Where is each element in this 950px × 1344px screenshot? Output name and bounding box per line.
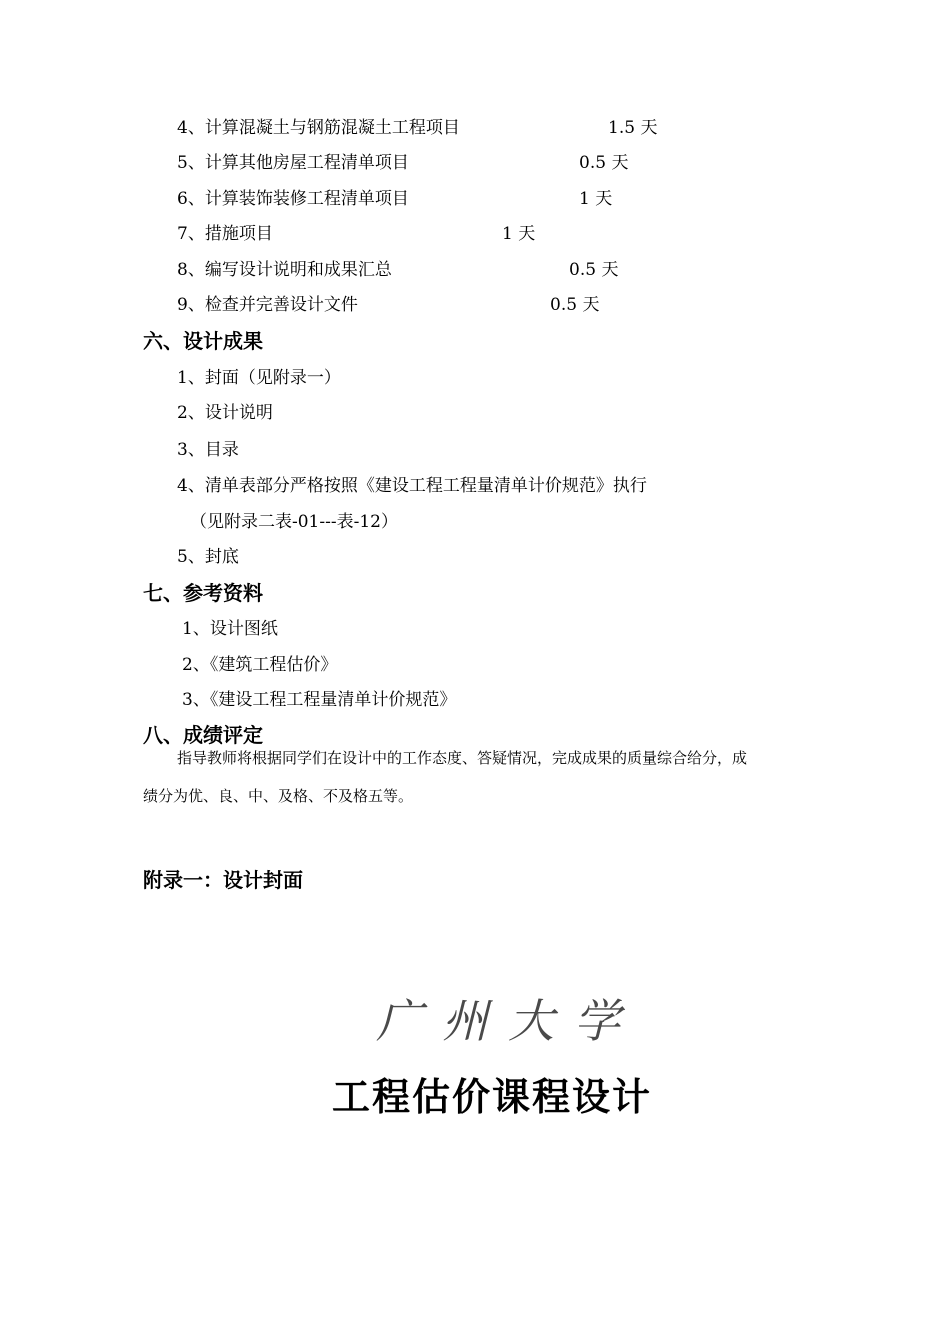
grading-paragraph-line1: 指导教师将根据同学们在设计中的工作态度、答疑情况，完成成果的质量综合给分，成	[177, 749, 748, 767]
schedule-label-8: 8、编写设计说明和成果汇总	[177, 260, 392, 280]
schedule-days-9: 0.5 天	[550, 295, 600, 315]
schedule-label-9: 9、检查并完善设计文件	[177, 295, 358, 315]
results-item-toc: 3、目录	[177, 440, 239, 460]
cover-course-title: 工程估价课程设计	[332, 1075, 653, 1119]
reference-item-pricing-code: 3、《建设工程工程量清单计价规范》	[182, 690, 457, 710]
section-heading-references: 七、参考资料	[143, 581, 263, 605]
schedule-days-8: 0.5 天	[569, 260, 619, 280]
results-item-bill-tables: 4、清单表部分严格按照《建设工程工程量清单计价规范》执行	[177, 476, 647, 496]
schedule-days-5: 0.5 天	[579, 153, 629, 173]
schedule-label-5: 5、计算其他房屋工程清单项目	[177, 153, 409, 173]
results-item-description: 2、设计说明	[177, 403, 273, 423]
section-heading-results: 六、设计成果	[143, 329, 263, 353]
section-heading-grading: 八、成绩评定	[143, 723, 263, 747]
results-item-cover: 1、封面（见附录一）	[177, 368, 341, 388]
university-logo-text: 广州大学	[376, 994, 640, 1048]
schedule-label-6: 6、计算装饰装修工程清单项目	[177, 189, 409, 209]
reference-item-estimating-book: 2、《建筑工程估价》	[182, 655, 338, 675]
results-item-back-cover: 5、封底	[177, 547, 239, 567]
grading-paragraph-line2: 绩分为优、良、中、及格、不及格五等。	[143, 787, 414, 805]
schedule-label-7: 7、措施项目	[177, 224, 273, 244]
schedule-label-4: 4、计算混凝土与钢筋混凝土工程项目	[177, 118, 460, 138]
schedule-days-4: 1.5 天	[608, 118, 658, 138]
results-item-bill-tables-note: （见附录二表-01---表-12）	[190, 512, 398, 532]
appendix-heading-cover: 附录一：设计封面	[143, 868, 303, 892]
reference-item-drawings: 1、设计图纸	[182, 619, 278, 639]
schedule-days-6: 1 天	[579, 189, 613, 209]
schedule-days-7: 1 天	[502, 224, 536, 244]
